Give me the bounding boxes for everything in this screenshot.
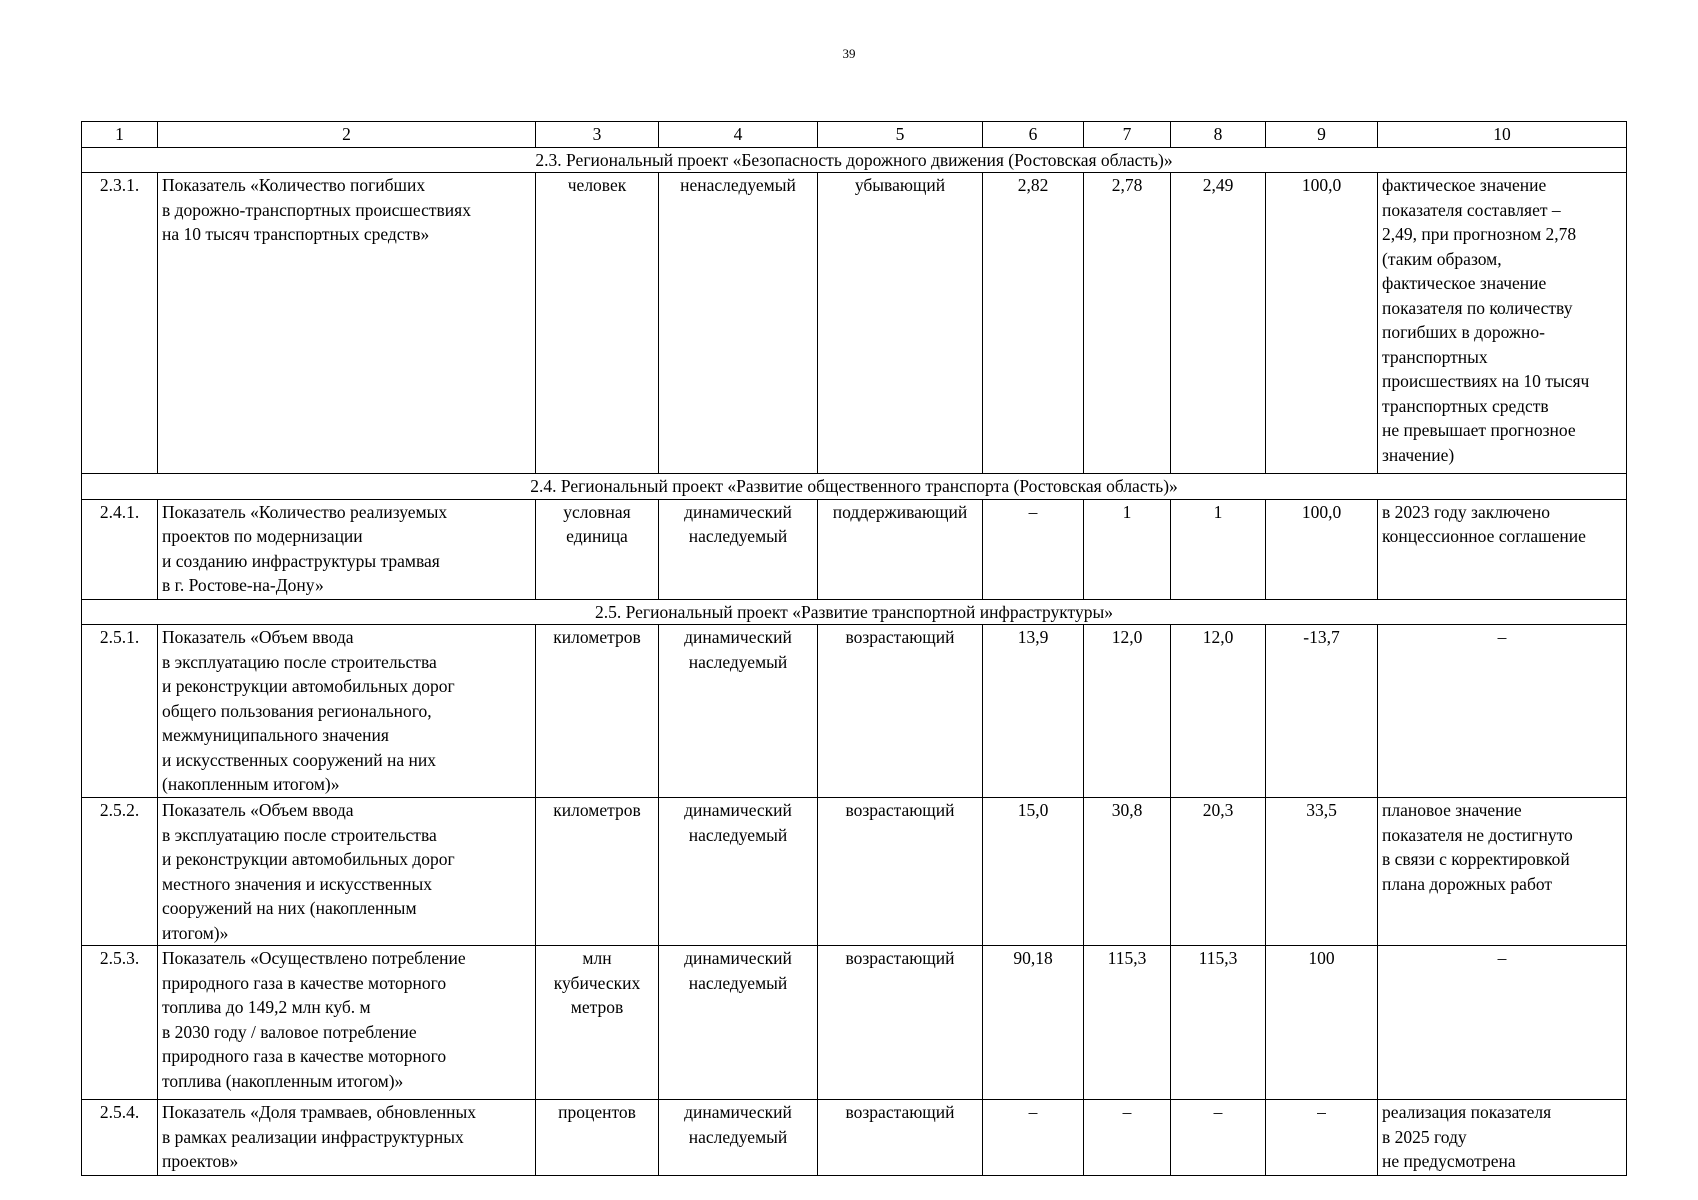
value-col8: – xyxy=(1171,1100,1266,1176)
value-col7: 12,0 xyxy=(1084,625,1171,798)
page-number: 39 xyxy=(842,46,856,61)
column-number: 5 xyxy=(818,122,983,148)
column-number: 7 xyxy=(1084,122,1171,148)
row-number: 2.5.1. xyxy=(82,625,158,798)
unit: процентов xyxy=(536,1100,659,1176)
note: – xyxy=(1378,946,1627,1100)
indicator-type: динамический наследуемый xyxy=(659,946,818,1100)
indicator-type: динамический наследуемый xyxy=(659,499,818,599)
indicator-type: динамический наследуемый xyxy=(659,625,818,798)
value-col9: – xyxy=(1266,1100,1378,1176)
column-number: 4 xyxy=(659,122,818,148)
column-number: 9 xyxy=(1266,122,1378,148)
value-col6: 2,82 xyxy=(983,173,1084,474)
unit: километров xyxy=(536,625,659,798)
column-number: 1 xyxy=(82,122,158,148)
value-col7: 115,3 xyxy=(1084,946,1171,1100)
value-col7: 1 xyxy=(1084,499,1171,599)
table-row xyxy=(82,798,1627,946)
direction: поддерживающий xyxy=(818,499,983,599)
table-row xyxy=(82,1100,1627,1176)
value-col8: 115,3 xyxy=(1171,946,1266,1100)
section-row xyxy=(82,147,1627,173)
value-col8: 20,3 xyxy=(1171,798,1266,946)
section-title: 2.3. Региональный проект «Безопасность дорожного движения (Ростовская область)» xyxy=(82,147,1627,173)
indicator-name: Показатель «Осуществлено потребление природного газа в качестве моторного топлива до 149,2 млн куб. м в 2030 году / валовое потребление природного газа в качестве моторного топлива (накопленным итогом)» xyxy=(158,946,536,1100)
unit: человек xyxy=(536,173,659,474)
value-col8: 1 xyxy=(1171,499,1266,599)
row-number: 2.5.3. xyxy=(82,946,158,1100)
section-title: 2.5. Региональный проект «Развитие транспортной инфраструктуры» xyxy=(82,599,1627,625)
unit: километров xyxy=(536,798,659,946)
direction: возрастающий xyxy=(818,798,983,946)
indicator-name: Показатель «Доля трамваев, обновленных в рамках реализации инфраструктурных проектов» xyxy=(158,1100,536,1176)
indicators-table xyxy=(81,121,1627,1176)
value-col7: 30,8 xyxy=(1084,798,1171,946)
column-number: 2 xyxy=(158,122,536,148)
value-col9: 100,0 xyxy=(1266,173,1378,474)
value-col9: -13,7 xyxy=(1266,625,1378,798)
direction: возрастающий xyxy=(818,1100,983,1176)
column-number: 10 xyxy=(1378,122,1627,148)
table-row xyxy=(82,173,1627,474)
column-number: 3 xyxy=(536,122,659,148)
note: в 2023 году заключено концессионное соглашение xyxy=(1378,499,1627,599)
value-col7: 2,78 xyxy=(1084,173,1171,474)
indicator-type: ненаследуемый xyxy=(659,173,818,474)
row-number: 2.5.2. xyxy=(82,798,158,946)
value-col9: 100,0 xyxy=(1266,499,1378,599)
value-col6: 15,0 xyxy=(983,798,1084,946)
indicator-type: динамический наследуемый xyxy=(659,1100,818,1176)
section-row xyxy=(82,474,1627,500)
column-number: 6 xyxy=(983,122,1084,148)
indicator-name: Показатель «Количество реализуемых проектов по модернизации и созданию инфраструктуры трамвая в г. Ростове-на-Дону» xyxy=(158,499,536,599)
direction: возрастающий xyxy=(818,946,983,1100)
direction: возрастающий xyxy=(818,625,983,798)
row-number: 2.5.4. xyxy=(82,1100,158,1176)
value-col9: 33,5 xyxy=(1266,798,1378,946)
column-number-row xyxy=(82,122,1627,148)
value-col7: – xyxy=(1084,1100,1171,1176)
indicator-type: динамический наследуемый xyxy=(659,798,818,946)
unit: условная единица xyxy=(536,499,659,599)
row-number: 2.3.1. xyxy=(82,173,158,474)
table-row xyxy=(82,625,1627,798)
direction: убывающий xyxy=(818,173,983,474)
indicator-name: Показатель «Объем ввода в эксплуатацию после строительства и реконструкции автомобильных дорог общего пользования регионального, межмуниципального значения и искусственных сооружений на них (накопленным итогом)» xyxy=(158,625,536,798)
note: – xyxy=(1378,625,1627,798)
unit: млн кубических метров xyxy=(536,946,659,1100)
column-number: 8 xyxy=(1171,122,1266,148)
table-row xyxy=(82,946,1627,1100)
section-title: 2.4. Региональный проект «Развитие общественного транспорта (Ростовская область)» xyxy=(82,474,1627,500)
section-row xyxy=(82,599,1627,625)
value-col6: – xyxy=(983,499,1084,599)
note: реализация показателя в 2025 году не предусмотрена xyxy=(1378,1100,1627,1176)
table-row xyxy=(82,499,1627,599)
value-col8: 12,0 xyxy=(1171,625,1266,798)
row-number: 2.4.1. xyxy=(82,499,158,599)
value-col6: 13,9 xyxy=(983,625,1084,798)
value-col6: – xyxy=(983,1100,1084,1176)
value-col9: 100 xyxy=(1266,946,1378,1100)
note: плановое значение показателя не достигнуто в связи с корректировкой плана дорожных работ xyxy=(1378,798,1627,946)
indicator-name: Показатель «Объем ввода в эксплуатацию после строительства и реконструкции автомобильных дорог местного значения и искусственных сооружений на них (накопленным итогом)» xyxy=(158,798,536,946)
value-col6: 90,18 xyxy=(983,946,1084,1100)
indicator-name: Показатель «Количество погибших в дорожно-транспортных происшествиях на 10 тысяч транспортных средств» xyxy=(158,173,536,474)
value-col8: 2,49 xyxy=(1171,173,1266,474)
note: фактическое значение показателя составляет – 2,49, при прогнозном 2,78 (таким образом, фактическое значение показателя по количеству погибших в дорожно- транспортных происшествиях на 10 тысяч транспортных средств не превышает прогнозное значение) xyxy=(1378,173,1627,474)
